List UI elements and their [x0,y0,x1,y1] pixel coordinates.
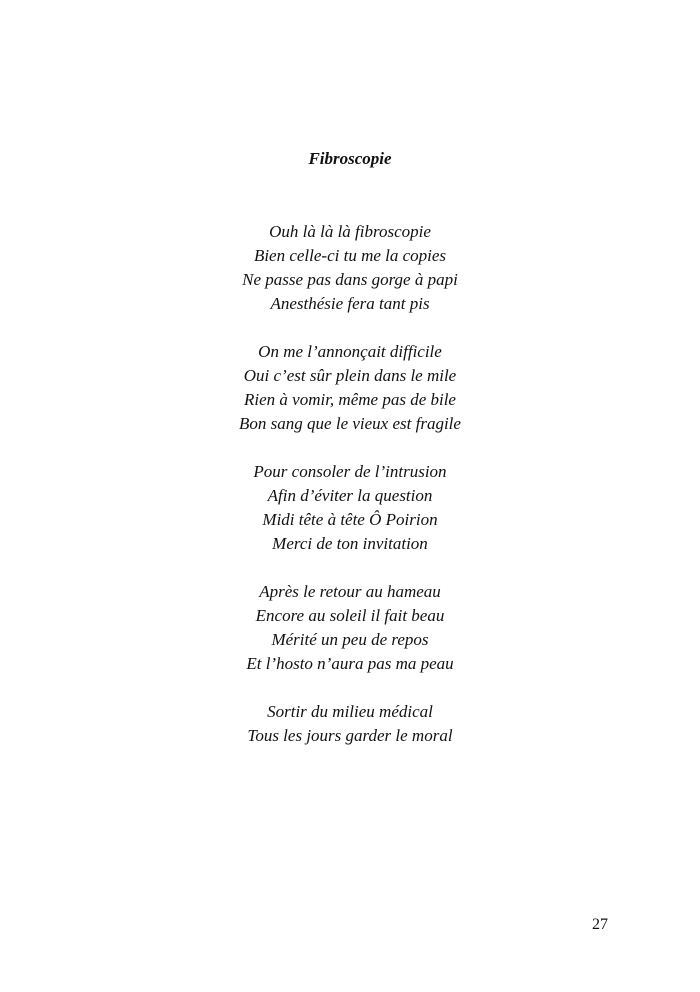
stanza-3 [0,460,700,556]
poem-body [0,220,700,772]
poem-line: Ne passe pas dans gorge à papi [242,270,458,289]
poem-line: Tous les jours garder le moral [247,726,453,745]
stanza-5 [0,700,700,748]
poem-line: Bien celle-ci tu me la copies [253,246,447,265]
stanza-4 [0,580,700,676]
poem-line: Mérité un peu de repos [271,630,429,649]
page-number: 27 [592,916,608,933]
poem-line: On me l’annonçait difficile [258,342,442,361]
poem-line: Afin d’éviter la question [267,486,433,505]
stanza-2 [0,340,700,436]
stanza-1 [0,220,700,316]
poem-line: Pour consoler de l’intrusion [253,462,447,481]
poem-line: Sortir du milieu médical [267,702,433,721]
poem-line: Encore au soleil il fait beau [255,606,445,625]
poem-line: Ouh là là là fibroscopie [269,222,431,241]
poem-line: Rien à vomir, même pas de bile [244,390,456,409]
poem-line: Midi tête à tête Ô Poirion [262,510,438,529]
poem-line: Oui c’est sûr plein dans le mile [243,366,457,385]
poem-line: Après le retour au hameau [259,582,441,601]
poem-line: Anesthésie fera tant pis [270,294,430,313]
poem-line: Merci de ton invitation [272,534,428,553]
poem-line: Bon sang que le vieux est fragile [239,414,461,433]
poem-line: Et l’hosto n’aura pas ma peau [246,654,454,673]
poem-title: Fibroscopie [308,149,392,168]
